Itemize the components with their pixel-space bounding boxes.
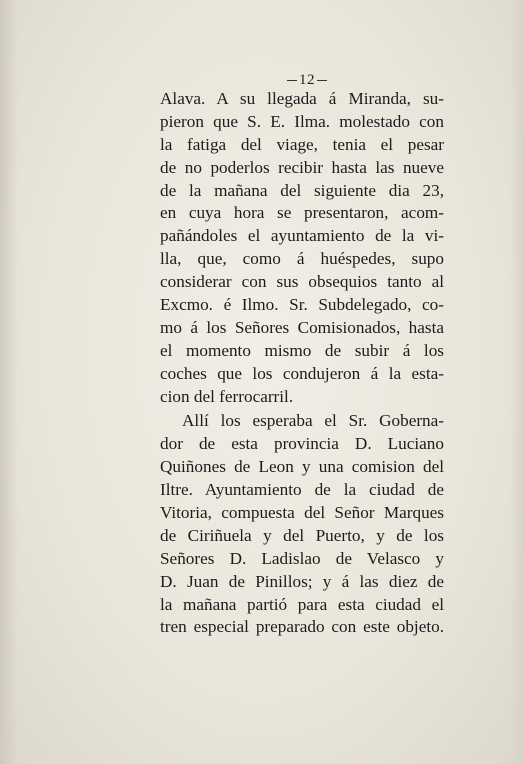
text-line: Iltre. Ayuntamiento de la ciudad de (160, 480, 444, 500)
text-line: pañándoles el ayuntamiento de la vi- (160, 226, 444, 246)
text-line: Quiñones de Leon y una comision del (160, 457, 444, 477)
text-line: pieron que S. E. Ilma. molestado con (160, 111, 444, 131)
text-line: la mañana partió para esta ciudad el (160, 594, 444, 614)
text-line: dor de esta provincia D. Luciano (160, 434, 444, 454)
body-text (160, 88, 444, 639)
text-line: de la mañana del siguiente dia 23, (160, 180, 444, 200)
text-line: Señores D. Ladislao de Velasco y (160, 548, 444, 568)
text-line: Alava. A su llegada á Miranda, su- (160, 89, 444, 108)
text-line: coches que los condujeron á la esta- (160, 363, 444, 383)
text-line: Allí los esperaba el Sr. Goberna- (182, 411, 444, 431)
page-edge-shadow-right (510, 0, 524, 764)
text-line: la fatiga del viage, tenia el pesar (160, 134, 444, 154)
text-line: en cuya hora se presentaron, acom- (160, 203, 444, 223)
text-line: Vitoria, compuesta del Señor Marques (160, 503, 444, 523)
paragraph-1 (160, 88, 444, 408)
page-number: 12 (272, 72, 342, 89)
text-line: D. Juan de Pinillos; y á las diez de (160, 571, 444, 591)
text-line: de no poderlos recibir hasta las nueve (160, 157, 444, 177)
text-line: de Ciriñuela y del Puerto, y de los (160, 525, 444, 545)
text-line: el momento mismo de subir á los (160, 340, 444, 360)
page-edge-shadow-left (0, 0, 18, 764)
text-line: tren especial preparado con este objeto. (160, 617, 444, 637)
text-line: mo á los Señores Comisionados, hasta (160, 317, 444, 337)
text-line: cion del ferrocarril. (160, 386, 294, 406)
text-line: Excmo. é Ilmo. Sr. Subdelegado, co- (160, 295, 444, 315)
text-line: lla, que, como á huéspedes, supo (160, 249, 444, 269)
paragraph-2 (160, 410, 444, 639)
text-line: considerar con sus obsequios tanto al (160, 272, 444, 292)
